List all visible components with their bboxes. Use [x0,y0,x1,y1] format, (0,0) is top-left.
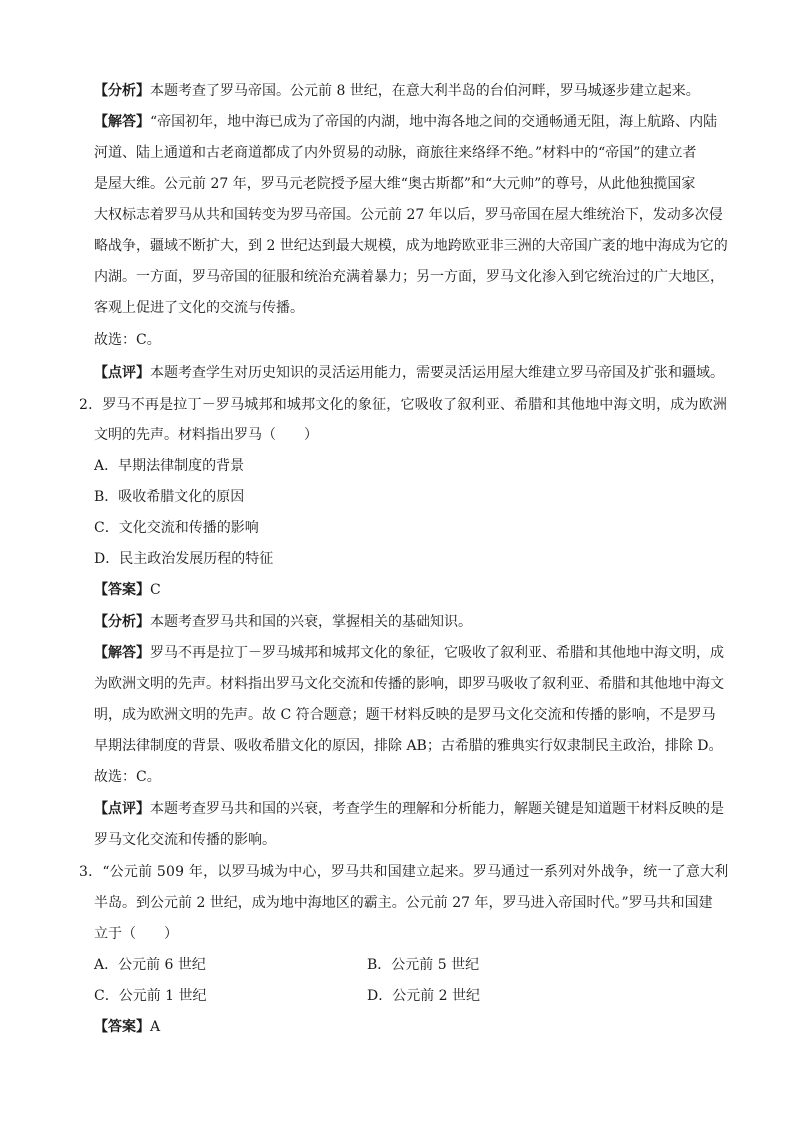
q2-answer-line [94,643,724,663]
answer-text: 罗马不再是拉丁－罗马城邦和城邦文化的象征，它吸收了叙利亚、希腊和其他地中海文明，成 [150,645,724,661]
comment-tag: 【点评】 [94,801,150,817]
q1-answer-line: 略战争，疆域不断扩大，到 2 世纪达到最大规模，成为地跨欧亚非三洲的大帝国广袤的地中海成为它的 [94,238,728,254]
q2-answer-line: 明，成为欧洲文明的先声。故 C 符合题意；题干材料反映的是罗马文化交流和传播的影响，不是罗马 [94,707,716,723]
q2-stem [79,395,727,415]
q2-option-a: A．早期法律制度的背景 [94,458,245,474]
answer-text: “帝国初年，地中海已成为了帝国的内湖，地中海各地之间的交通畅通无阻，海上航路、内陆 [150,114,718,130]
q2-choice: 故选：C。 [94,769,161,785]
q3-option-d: D．公元前 2 世纪 [367,988,481,1004]
q3-stem-line: 立于（ ） [94,926,178,942]
q2-option-b: B．吸收希腊文化的原因 [94,489,245,505]
q3-option-c: C．公元前 1 世纪 [94,988,207,1004]
q1-answer-line: 内湖。一方面，罗马帝国的征服和统治充满着暴力；另一方面，罗马文化渗入到它统治过的广大地区， [94,269,724,285]
answer-tag: 【解答】 [94,645,150,661]
q1-comment [94,363,724,383]
q3-key [94,1017,160,1037]
q2-key [94,580,161,600]
q2-analysis [94,612,472,632]
key-tag: 【答案】 [94,1019,150,1035]
q3-option-a: A．公元前 6 世纪 [94,957,206,973]
comment-text: 本题考查罗马共和国的兴衰，考查学生的理解和分析能力，解题关键是知道题干材料反映的是 [150,801,724,817]
q3-stem [79,862,729,882]
comment-tag: 【点评】 [94,365,150,381]
stem-text: 罗马不再是拉丁－罗马城邦和城邦文化的象征，它吸收了叙利亚、希腊和其他地中海文明，成为欧洲 [102,397,728,413]
q2-stem-line: 文明的先声。材料指出罗马（ ） [94,427,318,443]
question-number: 2． [79,397,103,413]
key-tag: 【答案】 [94,582,150,598]
q2-answer-line: 早期法律制度的背景、吸收希腊文化的原因，排除 AB；古希腊的雅典实行奴隶制民主政治，排除 D。 [94,738,723,754]
q2-option-c: C．文化交流和传播的影响 [94,520,259,536]
q1-choice: 故选：C。 [94,332,161,348]
q2-answer-line: 为欧洲文明的先声。材料指出罗马文化交流和传播的影响，即罗马吸收了叙利亚、希腊和其他地中海文 [94,676,724,692]
q1-analysis [94,81,700,101]
answer-tag: 【解答】 [94,114,150,130]
q1-answer-line [94,112,717,132]
analysis-tag: 【分析】 [94,83,150,99]
comment-text: 本题考查学生对历史知识的灵活运用能力，需要灵活运用屋大维建立罗马帝国及扩张和疆域。 [150,365,724,381]
key-value: C [150,582,161,598]
analysis-tag: 【分析】 [94,614,150,630]
q1-answer-line: 客观上促进了文化的交流与传播。 [94,300,304,316]
q1-answer-line: 是屋大维。公元前 27 年，罗马元老院授予屋大维“奥古斯都”和“大元帅”的尊号，从此他独揽国家 [94,176,696,192]
analysis-text: 本题考查罗马共和国的兴衰，掌握相关的基础知识。 [150,614,472,630]
q3-stem-line: 半岛。到公元前 2 世纪，成为地中海地区的霸主。公元前 27 年，罗马进入帝国时代。”罗马共和国建 [94,895,713,911]
q1-answer-line: 河道、陆上通道和古老商道都成了内外贸易的动脉，商旅往来络绎不绝。”材料中的“帝国”的建立者 [94,145,697,161]
q2-option-d: D．民主政治发展历程的特征 [94,551,274,567]
analysis-text: 本题考查了罗马帝国。公元前 8 世纪，在意大利半岛的台伯河畔，罗马城逐步建立起来。 [150,83,700,99]
stem-text: “公元前 509 年，以罗马城为中心，罗马共和国建立起来。罗马通过一系列对外战争，统一了意大利 [102,864,729,880]
q2-comment [94,799,724,819]
question-number: 3． [79,864,103,880]
q1-answer-line: 大权标志着罗马从共和国转变为罗马帝国。公元前 27 年以后，罗马帝国在屋大维统治下，发动多次侵 [94,207,723,223]
q3-option-b: B．公元前 5 世纪 [367,957,480,973]
q2-comment-line: 罗马文化交流和传播的影响。 [94,832,276,848]
key-value: A [150,1019,161,1035]
